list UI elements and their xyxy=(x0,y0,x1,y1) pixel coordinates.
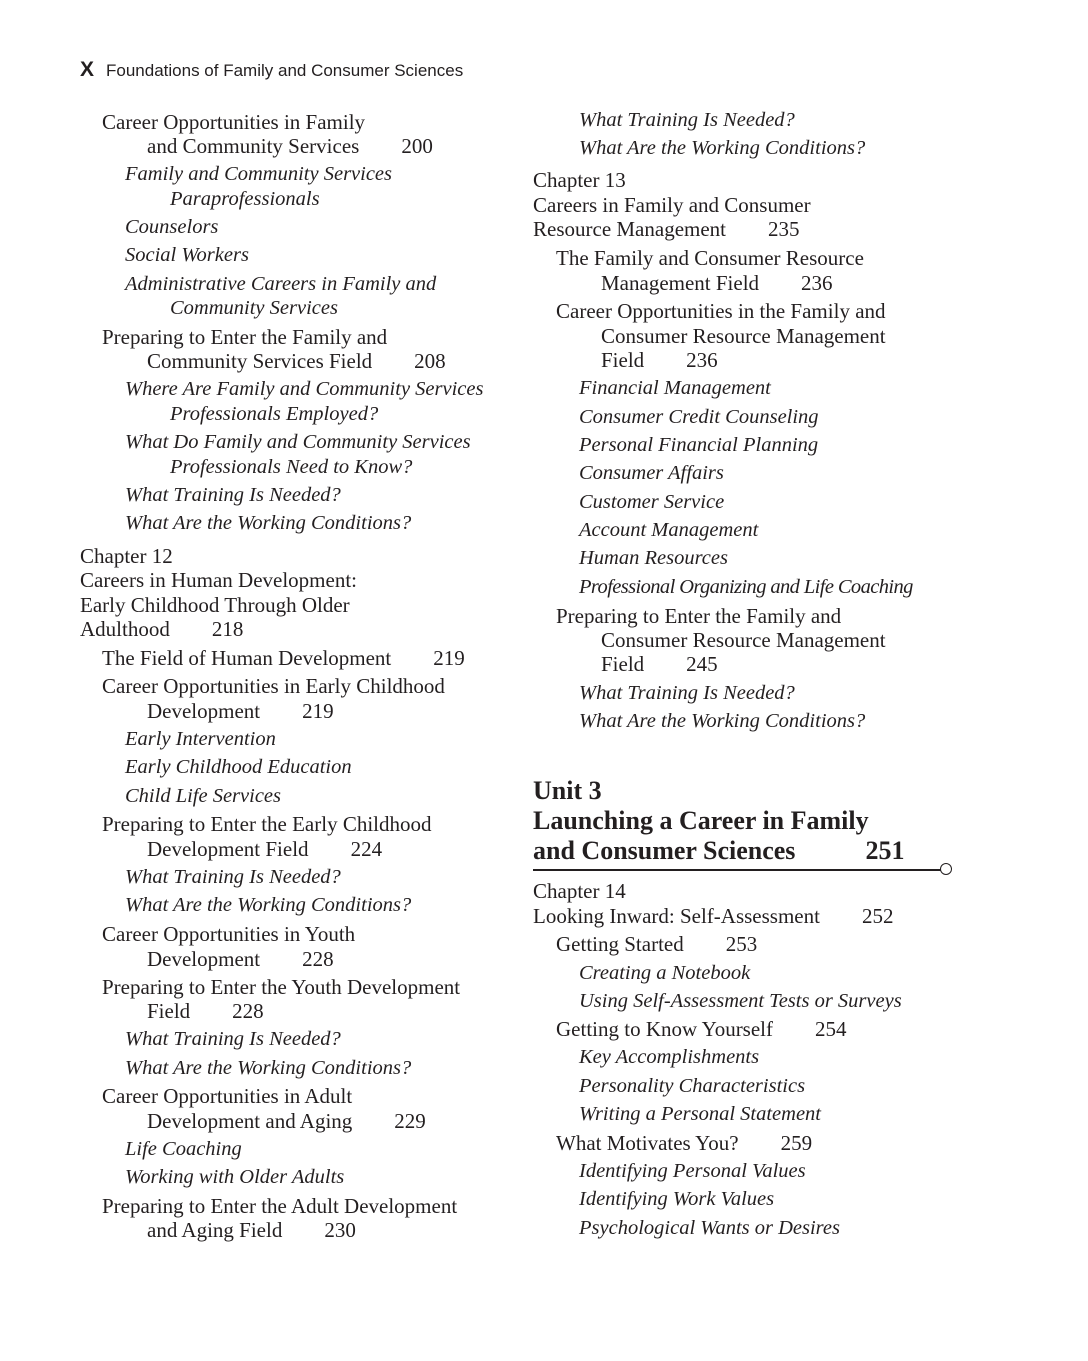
toc-entry-item-cont xyxy=(170,189,320,210)
toc-entry-title: Careers in Family and Consumer xyxy=(533,193,811,217)
toc-entry-section xyxy=(556,1133,812,1154)
toc-entry-title: Professionals Need to Know? xyxy=(170,456,413,478)
toc-entry-title: Identifying Personal Values xyxy=(579,1160,806,1182)
toc-entry-title: Professionals Employed? xyxy=(170,403,379,425)
toc-entry-title: and Aging Field xyxy=(147,1218,283,1242)
toc-entry-section xyxy=(556,606,841,627)
toc-entry-section xyxy=(102,112,365,133)
toc-entry-title: Professional Organizing and Life Coaching xyxy=(579,576,913,598)
toc-entry-item xyxy=(579,963,750,984)
toc-entry-title: Human Resources xyxy=(579,547,728,569)
toc-entry-title: What Are the Working Conditions? xyxy=(579,137,866,159)
toc-entry-item-cont xyxy=(170,298,338,319)
toc-entry-section xyxy=(102,924,355,945)
toc-entry-title: Career Opportunities in Early Childhood xyxy=(102,674,445,698)
toc-entry-title: What Training Is Needed? xyxy=(579,109,795,131)
unit-divider-circle xyxy=(940,863,952,875)
toc-entry-item xyxy=(579,378,771,399)
toc-entry-title: Consumer Resource Management xyxy=(601,628,886,652)
toc-entry-title: Development xyxy=(147,947,261,971)
running-header xyxy=(80,58,463,82)
toc-entry-section-cont xyxy=(147,136,433,157)
toc-entry-title: Consumer Credit Counseling xyxy=(579,406,819,428)
toc-entry-title: Customer Service xyxy=(579,491,725,513)
toc-page-number: 229 xyxy=(394,1109,426,1133)
toc-entry-unit xyxy=(533,808,869,834)
toc-page-number: 235 xyxy=(768,217,800,241)
toc-entry-title: and Community Services xyxy=(147,134,360,158)
toc-entry-item xyxy=(125,513,411,534)
toc-entry-title: Development xyxy=(147,699,261,723)
toc-entry-title: Social Workers xyxy=(125,244,249,266)
toc-entry-chapter xyxy=(533,906,893,927)
toc-entry-title: Early Childhood Through Older xyxy=(80,593,350,617)
toc-entry-chapter xyxy=(80,570,357,591)
toc-entry-section xyxy=(556,934,757,955)
toc-page-number: 259 xyxy=(780,1131,813,1155)
toc-entry-item xyxy=(125,485,341,506)
toc-entry-title: What Are the Working Conditions? xyxy=(125,1057,412,1079)
toc-entry-section-cont xyxy=(601,630,886,651)
toc-entry-title: Career Opportunities in the Family and xyxy=(556,299,886,323)
toc-entry-title: Field xyxy=(601,652,645,676)
toc-entry-title: Paraprofessionals xyxy=(170,188,320,210)
toc-page-number: 236 xyxy=(686,348,718,372)
toc-entry-item xyxy=(125,245,249,266)
toc-entry-title: Preparing to Enter the Family and xyxy=(102,325,388,349)
toc-entry-section-cont xyxy=(147,1001,264,1022)
toc-entry-title: Community Services Field xyxy=(147,349,373,373)
toc-entry-chapter xyxy=(80,546,173,567)
toc-entry-title: Identifying Work Values xyxy=(579,1188,775,1210)
toc-entry-section-cont xyxy=(601,654,718,675)
toc-entry-section-cont xyxy=(147,949,334,970)
toc-entry-title: Financial Management xyxy=(579,377,771,399)
toc-entry-title: Getting Started xyxy=(556,932,684,956)
toc-entry-unit xyxy=(533,838,904,864)
toc-entry-title: Looking Inward: Self-Assessment xyxy=(533,904,820,928)
toc-entry-item xyxy=(579,138,865,159)
toc-entry-title: What Training Is Needed? xyxy=(125,866,341,888)
toc-entry-item xyxy=(579,577,913,598)
toc-entry-title: What Training Is Needed? xyxy=(125,484,341,506)
toc-entry-section-cont xyxy=(601,326,886,347)
toc-entry-title: Preparing to Enter the Adult Development xyxy=(102,1194,458,1218)
toc-page-number: 218 xyxy=(211,617,244,641)
toc-entry-item xyxy=(579,110,795,131)
toc-entry-title: Development and Aging xyxy=(147,1109,353,1133)
toc-entry-title: Child Life Services xyxy=(125,785,282,807)
toc-entry-item xyxy=(125,217,218,238)
toc-page-number: 251 xyxy=(865,836,905,865)
toc-entry-item xyxy=(125,432,471,453)
toc-entry-section xyxy=(556,301,886,322)
toc-entry-title: Personal Financial Planning xyxy=(579,434,819,456)
toc-entry-section-cont xyxy=(601,273,833,294)
toc-page-number: 208 xyxy=(414,349,446,373)
toc-entry-chapter xyxy=(533,219,800,240)
toc-entry-item xyxy=(125,1029,341,1050)
toc-entry-title: Early Childhood Education xyxy=(125,756,352,778)
toc-page-number: 236 xyxy=(801,271,833,295)
toc-entry-item xyxy=(579,520,758,541)
toc-entry-title: Adulthood xyxy=(80,617,170,641)
toc-entry-title: Management Field xyxy=(601,271,760,295)
toc-entry-title: What Are the Working Conditions? xyxy=(125,512,412,534)
toc-page-number: 224 xyxy=(350,837,383,861)
toc-entry-section-cont xyxy=(147,1111,426,1132)
toc-entry-item xyxy=(579,1189,774,1210)
toc-entry-title: The Field of Human Development xyxy=(102,646,392,670)
toc-entry-item xyxy=(579,1161,806,1182)
toc-entry-title: Life Coaching xyxy=(125,1138,242,1160)
toc-entry-section xyxy=(102,814,432,835)
toc-entry-section xyxy=(102,648,465,669)
toc-entry-title: Getting to Know Yourself xyxy=(556,1017,774,1041)
toc-entry-item xyxy=(125,1139,242,1160)
toc-page-number: 245 xyxy=(686,652,718,676)
toc-entry-item xyxy=(125,164,392,185)
toc-entry-item xyxy=(125,1058,411,1079)
toc-entry-chapter xyxy=(533,881,626,902)
toc-page-number: 230 xyxy=(324,1218,356,1242)
toc-entry-title: Psychological Wants or Desires xyxy=(579,1217,840,1239)
toc-entry-section-cont xyxy=(147,839,382,860)
toc-page-number: 254 xyxy=(815,1017,847,1041)
toc-page-number: 253 xyxy=(725,932,758,956)
toc-entry-section xyxy=(556,1019,847,1040)
toc-entry-title: Chapter 14 xyxy=(533,879,626,903)
toc-entry-item xyxy=(579,407,819,428)
toc-entry-item xyxy=(579,1104,821,1125)
toc-entry-item xyxy=(579,683,795,704)
toc-entry-unit xyxy=(533,778,602,804)
toc-entry-title: What Are the Working Conditions? xyxy=(125,894,412,916)
toc-entry-title: Field xyxy=(601,348,645,372)
toc-entry-title: The Family and Consumer Resource xyxy=(556,246,864,270)
toc-entry-title: What Training Is Needed? xyxy=(579,682,795,704)
toc-entry-title: Chapter 13 xyxy=(533,168,626,192)
toc-entry-item xyxy=(579,1218,840,1239)
toc-entry-item xyxy=(125,867,341,888)
toc-entry-item xyxy=(579,492,724,513)
toc-entry-chapter xyxy=(80,619,243,640)
toc-entry-section-cont xyxy=(601,350,718,371)
toc-page-number: 228 xyxy=(232,999,264,1023)
toc-entry-section-cont xyxy=(147,1220,356,1241)
toc-entry-title: What Training Is Needed? xyxy=(125,1028,341,1050)
toc-entry-item xyxy=(125,786,281,807)
toc-entry-item xyxy=(579,711,865,732)
toc-entry-section xyxy=(102,1086,352,1107)
toc-entry-title: Creating a Notebook xyxy=(579,962,751,984)
toc-page-number: 252 xyxy=(861,904,894,928)
toc-entry-item-cont xyxy=(170,457,412,478)
toc-entry-section-cont xyxy=(147,701,334,722)
toc-entry-title: Preparing to Enter the Early Childhood xyxy=(102,812,432,836)
toc-entry-title: Working with Older Adults xyxy=(125,1166,345,1188)
toc-entry-title: Development Field xyxy=(147,837,309,861)
toc-entry-section xyxy=(102,327,387,348)
toc-entry-title: What Do Family and Community Services xyxy=(125,431,471,453)
book-title: Foundations of Family and Consumer Sciences xyxy=(106,61,464,80)
toc-entry-chapter xyxy=(533,195,811,216)
toc-entry-title: What Motivates You? xyxy=(556,1131,739,1155)
toc-entry-item xyxy=(579,1047,759,1068)
toc-entry-title: Writing a Personal Statement xyxy=(579,1103,821,1125)
toc-entry-title: Early Intervention xyxy=(125,728,276,750)
toc-entry-section xyxy=(556,248,864,269)
toc-entry-item xyxy=(125,757,352,778)
toc-entry-title: Counselors xyxy=(125,216,219,238)
toc-entry-title: Consumer Resource Management xyxy=(601,324,886,348)
toc-page-number: 219 xyxy=(302,699,334,723)
toc-entry-title: Community Services xyxy=(170,297,338,319)
toc-entry-chapter xyxy=(80,595,350,616)
toc-entry-item xyxy=(579,548,728,569)
toc-entry-item xyxy=(125,1167,344,1188)
toc-entry-section xyxy=(102,977,460,998)
toc-entry-title: What Are the Working Conditions? xyxy=(579,710,866,732)
toc-entry-title: Consumer Affairs xyxy=(579,462,724,484)
toc-entry-title: Personality Characteristics xyxy=(579,1075,806,1097)
toc-entry-item-cont xyxy=(170,404,378,425)
toc-entry-title: Key Accomplishments xyxy=(579,1046,760,1068)
toc-entry-title: Account Management xyxy=(579,519,759,541)
toc-entry-item xyxy=(125,729,276,750)
toc-page-number: 219 xyxy=(433,646,465,670)
toc-entry-item xyxy=(579,991,902,1012)
toc-page-number: 228 xyxy=(302,947,334,971)
toc-entry-chapter xyxy=(533,170,626,191)
toc-entry-section xyxy=(102,1196,457,1217)
toc-entry-title: Launching a Career in Family xyxy=(533,806,869,835)
toc-entry-item xyxy=(125,895,411,916)
toc-entry-title: Using Self-Assessment Tests or Surveys xyxy=(579,990,902,1012)
toc-entry-section xyxy=(102,676,445,697)
toc-page-number: 200 xyxy=(401,134,433,158)
page-number: X xyxy=(80,58,95,81)
toc-entry-item xyxy=(579,463,724,484)
toc-entry-title: Where Are Family and Community Services xyxy=(125,378,484,400)
toc-entry-item xyxy=(125,274,436,295)
toc-entry-title: and Consumer Sciences xyxy=(533,836,796,865)
toc-entry-title: Career Opportunities in Adult xyxy=(102,1084,353,1108)
toc-entry-section-cont xyxy=(147,351,446,372)
toc-entry-title: Resource Management xyxy=(533,217,727,241)
toc-entry-title: Career Opportunities in Family xyxy=(102,110,366,134)
toc-entry-title: Unit 3 xyxy=(533,776,602,805)
toc-entry-item xyxy=(579,1076,805,1097)
unit-divider-rule xyxy=(533,869,941,871)
toc-entry-title: Preparing to Enter the Family and xyxy=(556,604,842,628)
toc-entry-item xyxy=(579,435,818,456)
toc-entry-title: Career Opportunities in Youth xyxy=(102,922,356,946)
toc-entry-title: Chapter 12 xyxy=(80,544,173,568)
toc-entry-title: Field xyxy=(147,999,191,1023)
toc-entry-title: Family and Community Services xyxy=(125,163,393,185)
toc-entry-title: Preparing to Enter the Youth Development xyxy=(102,975,461,999)
toc-entry-title: Administrative Careers in Family and xyxy=(125,273,437,295)
toc-entry-title: Careers in Human Development: xyxy=(80,568,357,592)
toc-entry-item xyxy=(125,379,483,400)
